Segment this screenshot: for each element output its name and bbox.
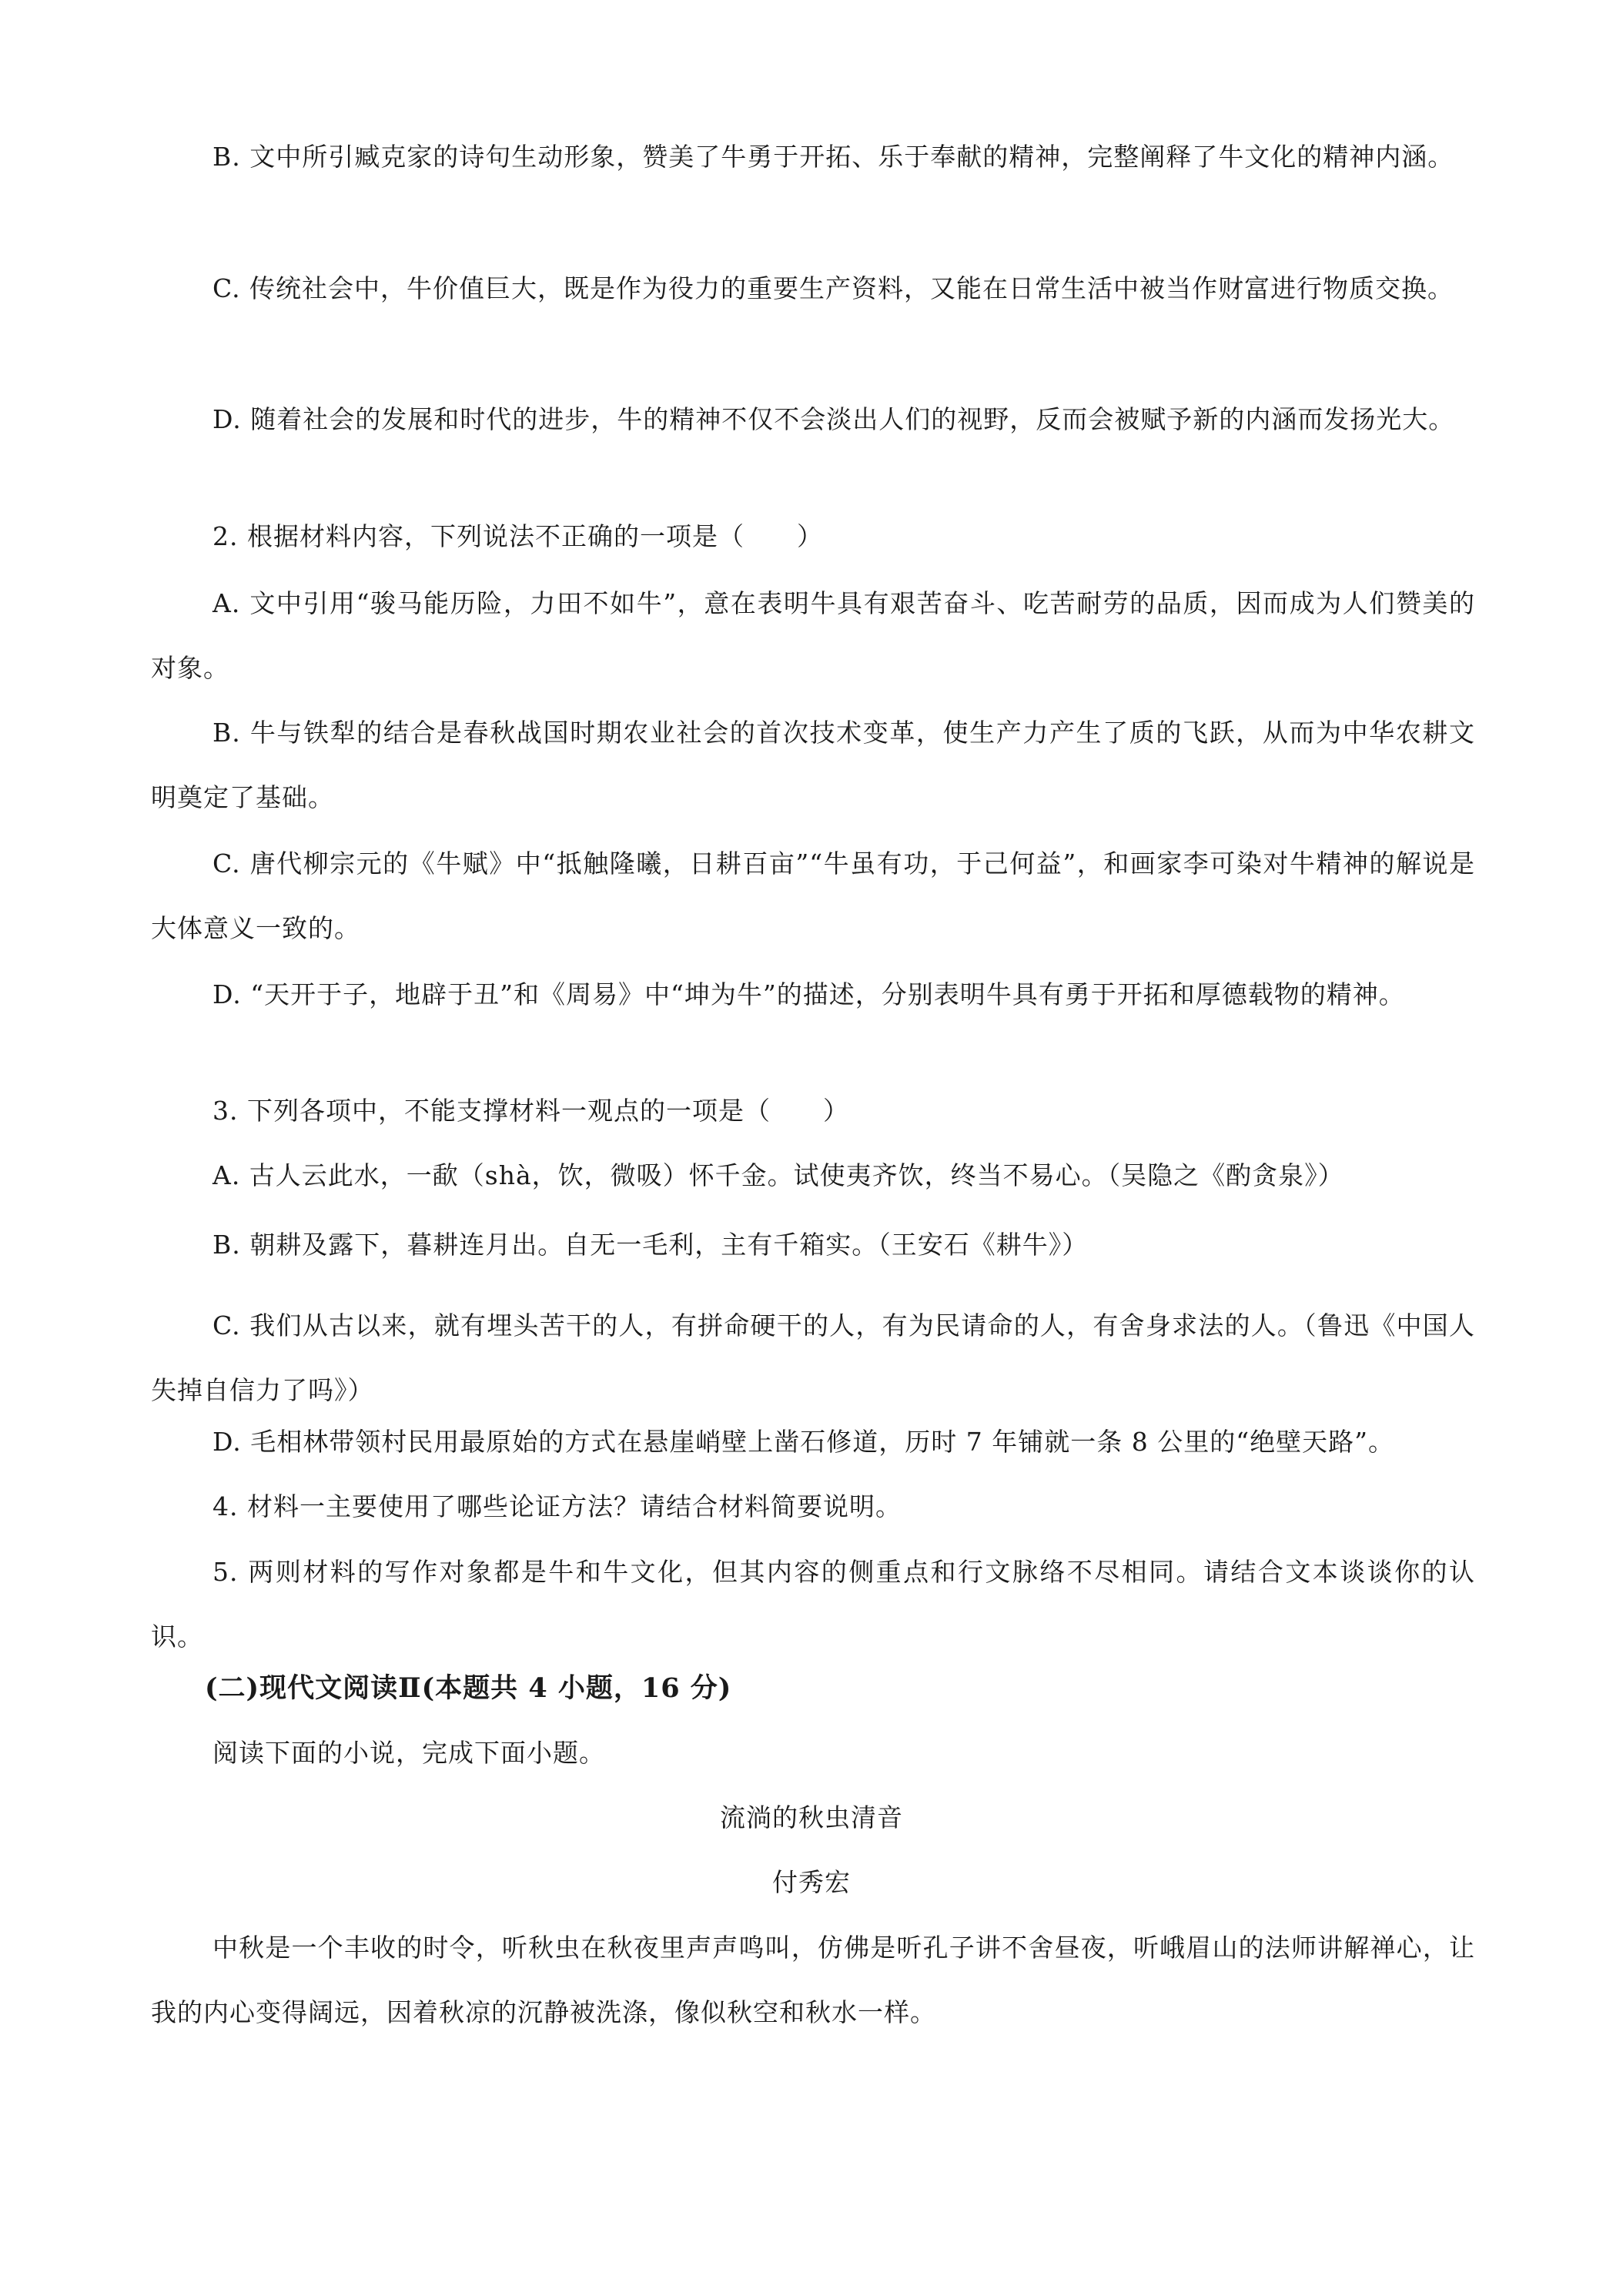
story-paragraph: 中秋是一个丰收的时令，听秋虫在秋夜里声声鸣叫，仿佛是听孔子讲不舍昼夜，听峨眉山的法师讲解禅心，让我的内心变得阔远，因着秋凉的沉静被洗涤，像似秋空和秋水一样。 [151, 1933, 1475, 2027]
q3-option-c: C. 我们从古以来，就有埋头苦干的人，有拼命硬干的人，有为民请命的人，有舍身求法的人。（鲁迅《中国人失掉自信力了吗》） [151, 1310, 1475, 1405]
q5-stem: 5. 两则材料的写作对象都是牛和牛文化，但其内容的侧重点和行文脉络不尽相同。请结合文本谈谈你的认识。 [151, 1557, 1475, 1652]
story-title: 流淌的秋虫清音 [720, 1802, 903, 1832]
q3-option-d: D. 毛相林带领村民用最原始的方式在悬崖峭壁上凿石修道，历时 7 年铺就一条 8 公里的“绝壁天路”。 [212, 1427, 1394, 1457]
q3-stem: 3. 下列各项中，不能支撑材料一观点的一项是（ ） [212, 1096, 849, 1126]
q4-stem: 4. 材料一主要使用了哪些论证方法？请结合材料简要说明。 [212, 1491, 902, 1521]
section-heading: (二)现代文阅读Ⅱ(本题共 4 小题，16 分) [205, 1672, 732, 1704]
q2-option-d: D. “天开于子，地辟于丑”和《周易》中“坤为牛”的描述，分别表明牛具有勇于开拓和厚德载物的精神。 [212, 979, 1405, 1009]
q2-stem: 2. 根据材料内容，下列说法不正确的一项是（ ） [212, 521, 823, 551]
q2-option-b: B. 牛与铁犁的结合是春秋战国时期农业社会的首次技术变革，使生产力产生了质的飞跃，从而为中华农耕文明奠定了基础。 [151, 718, 1475, 812]
q2-option-a: A. 文中引用“骏马能历险，力田不如牛”，意在表明牛具有艰苦奋斗、吃苦耐劳的品质，因而成为人们赞美的对象。 [151, 588, 1475, 683]
q1-option-b: B. 文中所引臧克家的诗句生动形象，赞美了牛勇于开拓、乐于奉献的精神，完整阐释了牛文化的精神内涵。 [212, 142, 1454, 172]
q1-option-d: D. 随着社会的发展和时代的进步，牛的精神不仅不会淡出人们的视野，反而会被赋予新的内涵而发扬光大。 [212, 404, 1455, 434]
q1-option-c: C. 传统社会中，牛价值巨大，既是作为役力的重要生产资料，又能在日常生活中被当作财富进行物质交换。 [212, 273, 1454, 303]
q2-option-c: C. 唐代柳宗元的《牛赋》中“抵触隆曦，日耕百亩”“牛虽有功，于己何益”，和画家李可染对牛精神的解说是大体意义一致的。 [151, 848, 1475, 943]
section-instruction: 阅读下面的小说，完成下面小题。 [212, 1738, 605, 1768]
q3-option-b: B. 朝耕及露下，暮耕连月出。自无一毛利，主有千箱实。（王安石《耕牛》） [212, 1230, 1089, 1260]
q3-option-a: A. 古人云此水，一歃（shà，饮，微吸）怀千金。试使夷齐饮，终当不易心。（吴隐之《酌贪泉》） [212, 1160, 1344, 1190]
story-author: 付秀宏 [772, 1867, 851, 1897]
